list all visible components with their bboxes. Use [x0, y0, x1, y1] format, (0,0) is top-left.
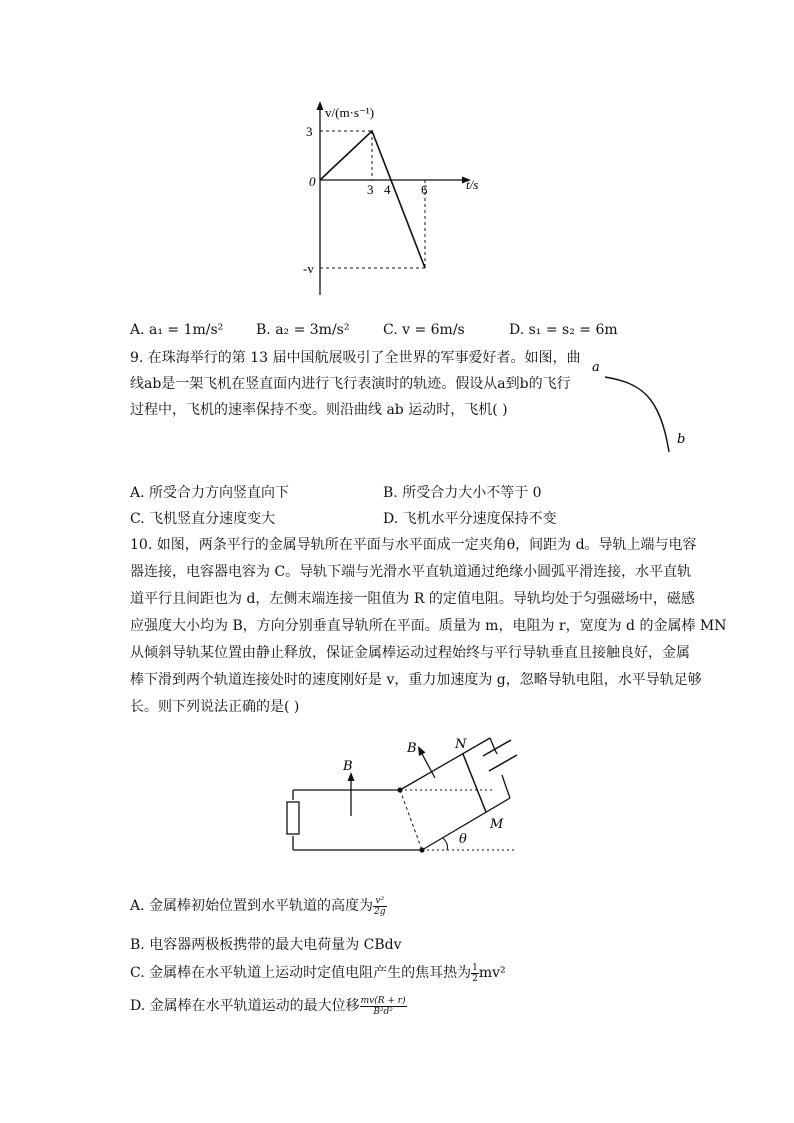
q10-option-c-tail: mv² — [478, 965, 506, 981]
x-tick-6: 6 — [421, 182, 428, 197]
x-tick-4: 4 — [384, 182, 391, 197]
q9-option-b: B. 所受合力大小不等于 0 — [383, 485, 542, 501]
q8-option-d: D. s₁ = s₂ = 6m — [509, 322, 618, 338]
y-tick-neg-v: -v — [303, 261, 314, 276]
q10-option-c — [130, 962, 506, 984]
q10-line-2: 器连接，电容器电容为 C。导轨下端与光滑水平直轨道通过绝缘小圆弧平滑连接，水平直轨 — [130, 564, 692, 580]
q10-option-d-fraction — [360, 996, 407, 1017]
q10-option-c-num: 1 — [472, 962, 478, 973]
q10-rail-figure — [285, 728, 535, 868]
q10-option-d-den: B²d² — [373, 1006, 393, 1017]
origin-label: 0 — [309, 174, 316, 189]
label-b-right: B — [407, 741, 417, 756]
q10-option-a-text: A. 金属棒初始位置到水平轨道的高度为 — [130, 898, 374, 914]
q9-line-2: 线ab是一架飞机在竖直面内进行飞行表演时的轨迹。假设从a到b的飞行 — [130, 376, 571, 392]
vt-graph-svg — [295, 95, 495, 300]
q9-curve-figure — [585, 355, 695, 460]
q10-line-1: 10. 如图，两条平行的金属导轨所在平面与水平面成一定夹角θ，间距为 d。导轨上端与电容 — [130, 537, 697, 553]
q10-line-5: 从倾斜导轨某位置由静止释放，保证金属棒运动过程始终与平行导轨垂直且接触良好，金属 — [130, 645, 690, 661]
x-axis-label: t/s — [466, 177, 479, 192]
vt-graph-figure — [295, 95, 495, 300]
q10-option-a-fraction — [373, 896, 387, 917]
q10-option-c-fraction — [471, 963, 479, 984]
q10-line-3: 道平行且间距也为 d，左侧末端连接一阻值为 R 的定值电阻。导轨均处于匀强磁场中，磁感 — [130, 591, 695, 607]
q10-option-c-text: C. 金属棒在水平轨道上运动时定值电阻产生的焦耳热为 — [130, 965, 472, 981]
q8-option-a: A. a₁ = 1m/s² — [130, 322, 224, 338]
q10-option-a-num: v² — [373, 896, 387, 907]
q10-option-d-num: mv(R + r) — [360, 995, 406, 1006]
q10-rail-svg — [285, 728, 535, 868]
q10-option-b: B. 电容器两极板携带的最大电荷量为 CBdv — [130, 937, 402, 953]
q10-option-d — [130, 995, 407, 1017]
q10-line-7: 长。则下列说法正确的是( ) — [130, 699, 300, 715]
q9-option-c: C. 飞机竖直分速度变大 — [130, 511, 276, 527]
q10-option-d-text: D. 金属棒在水平轨道运动的最大位移 — [130, 998, 360, 1014]
q9-line-3: 过程中，飞机的速率保持不变。则沿曲线 ab 运动时，飞机( ) — [130, 402, 508, 418]
y-axis-label: v/(m·s⁻¹) — [325, 105, 375, 120]
label-b-left: B — [343, 759, 353, 774]
label-theta: θ — [459, 832, 467, 847]
curve-label-a: a — [592, 360, 600, 375]
label-m: M — [490, 817, 504, 832]
q8-option-c: C. v = 6m/s — [383, 322, 465, 338]
q10-option-a — [130, 895, 387, 917]
label-n: N — [455, 737, 467, 752]
q10-option-c-den: 2 — [472, 973, 478, 984]
q9-option-d: D. 飞机水平分速度保持不变 — [383, 511, 557, 527]
q9-curve-svg — [585, 355, 695, 460]
x-tick-3: 3 — [367, 182, 374, 197]
q9-line-1: 9. 在珠海举行的第 13 届中国航展吸引了全世界的军事爱好者。如图，曲 — [130, 350, 581, 366]
q10-line-4: 应强度大小均为 B，方向分别垂直导轨所在平面。质量为 m，电阻为 r，宽度为 d 的金属棒 MN — [130, 618, 727, 634]
q8-option-b: B. a₂ = 3m/s² — [256, 322, 350, 338]
curve-label-b: b — [677, 432, 686, 447]
q10-option-a-den: 2g — [374, 906, 386, 917]
q9-option-a: A. 所受合力方向竖直向下 — [130, 485, 290, 501]
y-tick-3: 3 — [306, 124, 313, 139]
q10-line-6: 棒下滑到两个轨道连接处时的速度刚好是 v，重力加速度为 g，忽略导轨电阻，水平导轨足够 — [130, 672, 702, 688]
